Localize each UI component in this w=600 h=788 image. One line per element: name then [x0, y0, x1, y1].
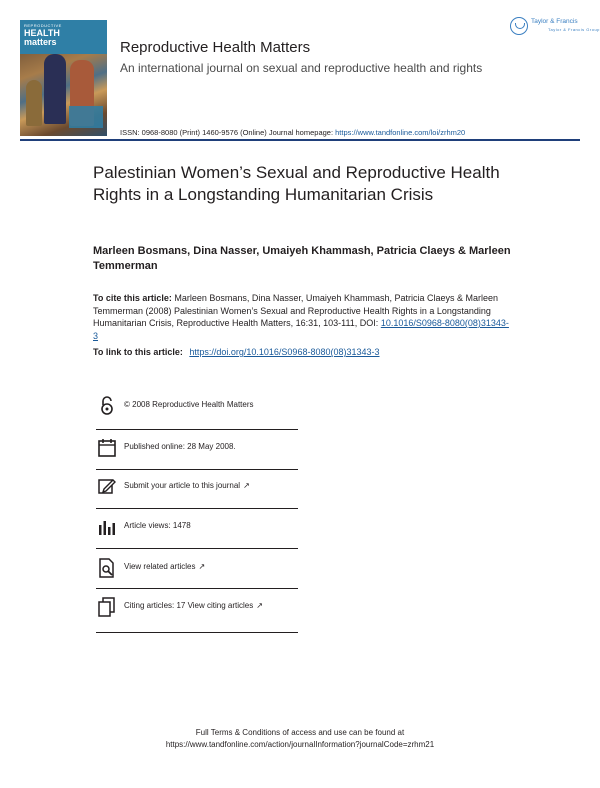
row-divider [96, 429, 298, 430]
header-rule [20, 139, 580, 141]
copyright-row [96, 396, 298, 436]
bar-chart-icon [98, 517, 116, 537]
views-row [96, 517, 298, 557]
publisher-logo-icon [510, 17, 528, 35]
open-access-icon [98, 396, 116, 416]
publisher-name: Taylor & Francis [531, 18, 578, 25]
cover-masthead-small: REPRODUCTIVE [24, 23, 62, 28]
article-link-label: To link to this article: [93, 347, 183, 357]
issn-text: ISSN: 0968-8080 (Print) 1460-9576 (Online) Journal homepage: [120, 128, 334, 137]
published-date-text: Published online: 28 May 2008. [124, 442, 236, 451]
citation-doi-link[interactable]: 10.1016/S0968-8080(08)31343-3 [93, 318, 509, 341]
copy-documents-icon [98, 597, 116, 617]
citing-row[interactable] [96, 597, 298, 637]
footer-line-1: Full Terms & Conditions of access and use can be found at [195, 728, 405, 737]
published-row [96, 438, 298, 478]
article-link-line [93, 347, 380, 357]
view-citing-articles-link[interactable] [124, 601, 263, 610]
related-row[interactable] [96, 558, 298, 598]
document-search-icon [98, 558, 116, 578]
external-link-icon: ↗ [198, 562, 206, 571]
cover-masthead-title [24, 29, 60, 47]
edit-icon [98, 477, 116, 497]
publisher-logo[interactable] [510, 17, 600, 37]
calendar-icon [98, 438, 116, 458]
row-divider [96, 548, 298, 549]
cover-masthead-line1: HEALTH [24, 28, 60, 38]
cover-figure [44, 54, 66, 124]
journal-title[interactable]: Reproductive Health Matters [120, 39, 311, 56]
citation-block [93, 292, 513, 342]
external-link-icon: ↗ [256, 601, 263, 610]
publisher-group: Taylor & Francis Group [548, 27, 600, 32]
article-title: Palestinian Women’s Sexual and Reproductive Health Rights in a Longstanding Humanitarian Crisis [93, 163, 500, 204]
external-link-icon: ↗ [243, 481, 250, 490]
cover-caption-block [69, 106, 103, 128]
article-views-text: Article views: 1478 [124, 521, 191, 530]
cover-figure [26, 80, 42, 126]
citing-articles-label: Citing articles: 17 View citing articles [124, 601, 254, 610]
issn-line [120, 128, 465, 137]
cover-masthead-line2: matters [24, 37, 57, 47]
row-divider [96, 588, 298, 589]
footer-terms-url[interactable]: https://www.tandfonline.com/action/journalInformation?journalCode=zrhm21 [165, 740, 435, 749]
citation-text: Marleen Bosmans, Dina Nasser, Umaiyeh Khammash, Patricia Claeys & Marleen Temmerman (2008) Palestinian Women’s Sexual and Reproductive Health Rights in a Longstanding Humanitarian Crisis, Reproductive Health Matters, 16:31, 103-111, DOI: [93, 293, 499, 328]
row-divider [96, 632, 298, 633]
row-divider [96, 469, 298, 470]
submit-article-link[interactable] [124, 481, 250, 490]
article-doi-url[interactable]: https://doi.org/10.1016/S0968-8080(08)31343-3 [189, 347, 380, 357]
submit-row[interactable] [96, 477, 298, 517]
journal-subtitle: An international journal on sexual and reproductive health and rights [120, 61, 483, 75]
footer-terms [0, 727, 600, 751]
submit-article-label: Submit your article to this journal [124, 481, 241, 490]
article-authors: Marleen Bosmans, Dina Nasser, Umaiyeh Khammash, Patricia Claeys & Marleen Temmerman [93, 245, 511, 272]
journal-cover-image [20, 20, 107, 136]
view-related-articles-link[interactable] [124, 562, 205, 571]
copyright-text: © 2008 Reproductive Health Matters [124, 400, 254, 409]
cover-masthead [20, 20, 107, 54]
related-articles-label: View related articles [124, 562, 196, 571]
row-divider [96, 508, 298, 509]
journal-homepage-link[interactable]: https://www.tandfonline.com/loi/zrhm20 [335, 128, 466, 137]
citation-label: To cite this article: [93, 293, 172, 303]
